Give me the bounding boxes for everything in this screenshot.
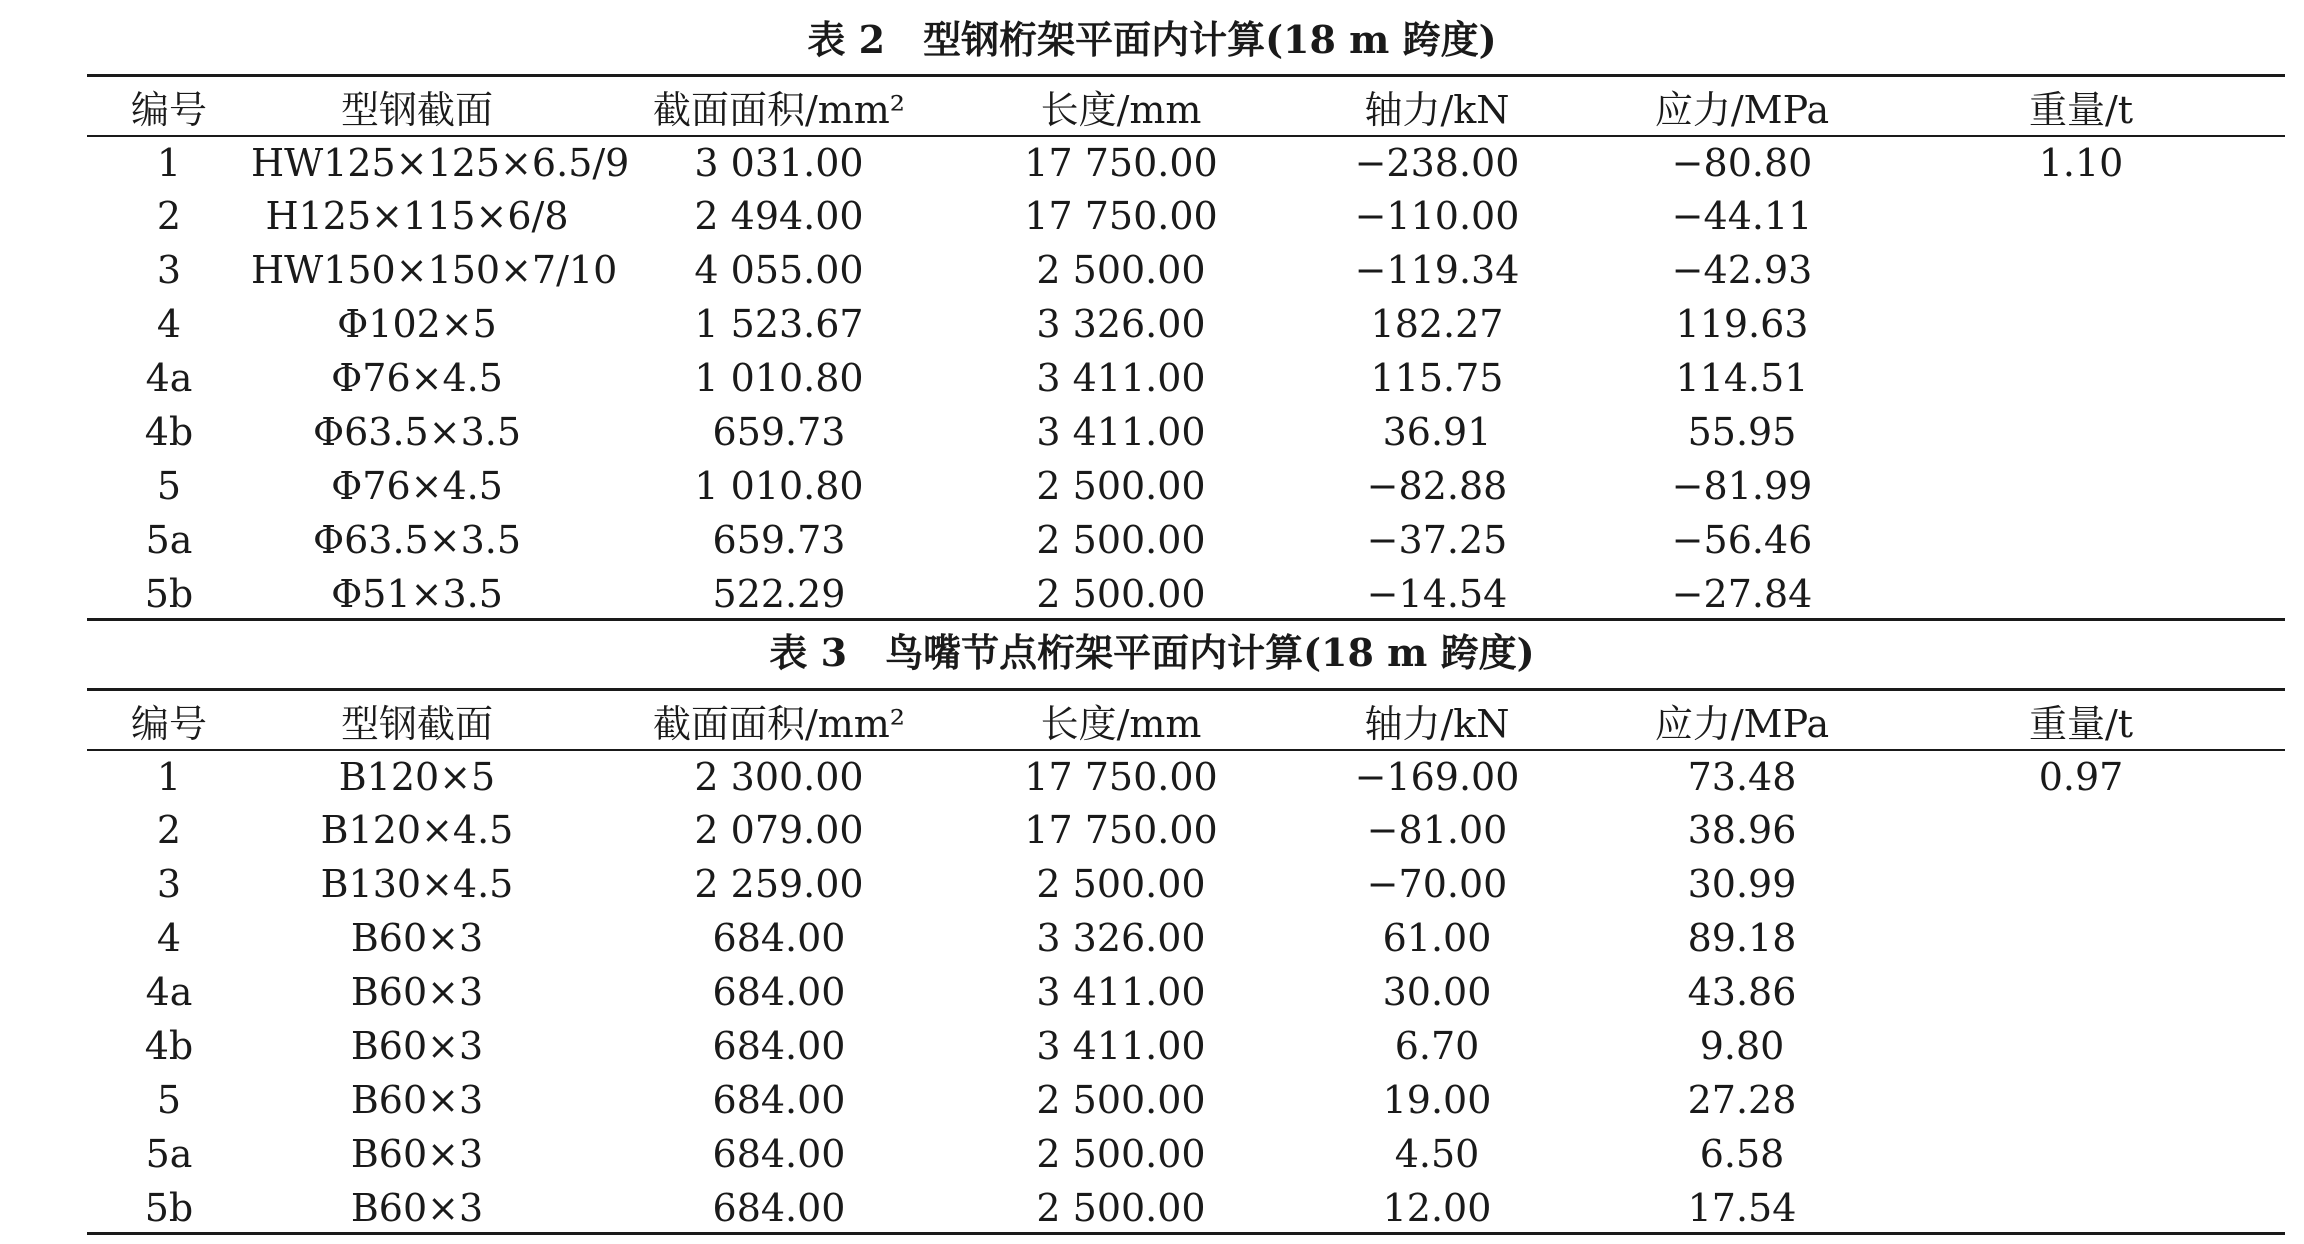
cell-section: Φ76×4.5 bbox=[331, 356, 503, 400]
table-row bbox=[87, 189, 2285, 243]
cell-area: 659.73 bbox=[712, 410, 846, 454]
cell-id: 5b bbox=[144, 572, 194, 616]
cell-axial-force: −238.00 bbox=[1354, 140, 1520, 185]
cell-section: HW125×125×6.5/9 bbox=[251, 140, 630, 185]
cell-axial-force: 4.50 bbox=[1394, 1132, 1480, 1176]
cell-length: 17 750.00 bbox=[1024, 194, 1218, 238]
cell-length: 17 750.00 bbox=[1024, 140, 1218, 185]
cell-id: 5b bbox=[144, 1186, 194, 1230]
cell-length: 3 411.00 bbox=[1036, 1024, 1206, 1068]
cell-weight bbox=[1877, 351, 2285, 405]
cell-section: B120×4.5 bbox=[320, 808, 514, 852]
cell-weight bbox=[1877, 1127, 2285, 1181]
cell-length: 3 411.00 bbox=[1036, 410, 1206, 454]
cell-axial-force: 182.27 bbox=[1370, 302, 1504, 346]
table-row bbox=[87, 1181, 2285, 1235]
column-header-section: 型钢截面 bbox=[340, 88, 493, 132]
table-row bbox=[87, 1127, 2285, 1181]
cell-stress: 119.63 bbox=[1675, 302, 1809, 346]
column-header-weight: 重量/t bbox=[2028, 88, 2134, 132]
cell-section: HW150×150×7/10 bbox=[251, 248, 618, 292]
cell-area: 1 010.80 bbox=[694, 356, 864, 400]
cell-stress: 9.80 bbox=[1699, 1024, 1785, 1068]
cell-id: 1 bbox=[156, 754, 182, 799]
table-row bbox=[87, 459, 2285, 513]
column-header-axial-force: 轴力/kN bbox=[1364, 702, 1510, 746]
column-header-stress: 应力/MPa bbox=[1654, 702, 1830, 746]
cell-section: B60×3 bbox=[350, 916, 484, 960]
column-header-stress: 应力/MPa bbox=[1654, 88, 1830, 132]
cell-section: B60×3 bbox=[350, 1132, 484, 1176]
cell-stress: −27.84 bbox=[1671, 572, 1813, 616]
cell-stress: −42.93 bbox=[1671, 248, 1813, 292]
cell-axial-force: 61.00 bbox=[1382, 916, 1492, 960]
cell-id: 5a bbox=[145, 518, 193, 562]
table-3-body bbox=[87, 750, 2285, 1235]
cell-area: 684.00 bbox=[712, 970, 846, 1014]
cell-axial-force: −119.34 bbox=[1354, 248, 1520, 292]
cell-id: 5 bbox=[156, 1078, 182, 1122]
cell-section: B120×5 bbox=[338, 754, 496, 799]
cell-section: B60×3 bbox=[350, 1078, 484, 1122]
cell-axial-force: 36.91 bbox=[1382, 410, 1492, 454]
table-row bbox=[87, 750, 2285, 803]
cell-section: B130×4.5 bbox=[320, 862, 514, 906]
column-header-weight: 重量/t bbox=[2028, 702, 2134, 746]
cell-axial-force: −82.88 bbox=[1366, 464, 1508, 508]
table-2-bottom-rule bbox=[87, 618, 2285, 621]
table-row bbox=[87, 857, 2285, 911]
cell-id: 4a bbox=[145, 356, 193, 400]
cell-area: 684.00 bbox=[712, 1024, 846, 1068]
cell-weight: 1.10 bbox=[2038, 140, 2124, 185]
cell-axial-force: 19.00 bbox=[1382, 1078, 1492, 1122]
table-2 bbox=[87, 77, 2285, 621]
cell-area: 2 079.00 bbox=[694, 808, 864, 852]
cell-id: 3 bbox=[156, 862, 182, 906]
cell-id: 4 bbox=[156, 302, 182, 346]
cell-length: 2 500.00 bbox=[1036, 1186, 1206, 1230]
cell-length: 2 500.00 bbox=[1036, 862, 1206, 906]
cell-section: Φ63.5×3.5 bbox=[312, 518, 522, 562]
cell-length: 2 500.00 bbox=[1036, 248, 1206, 292]
table-row bbox=[87, 243, 2285, 297]
cell-axial-force: 6.70 bbox=[1394, 1024, 1480, 1068]
table-row bbox=[87, 965, 2285, 1019]
cell-area: 684.00 bbox=[712, 1186, 846, 1230]
cell-stress: 114.51 bbox=[1675, 356, 1809, 400]
cell-area: 659.73 bbox=[712, 518, 846, 562]
table-row bbox=[87, 297, 2285, 351]
cell-axial-force: −110.00 bbox=[1354, 194, 1520, 238]
cell-id: 4 bbox=[156, 916, 182, 960]
cell-section: Φ51×3.5 bbox=[331, 572, 503, 616]
cell-area: 2 494.00 bbox=[694, 194, 864, 238]
cell-length: 17 750.00 bbox=[1024, 754, 1218, 799]
cell-stress: 89.18 bbox=[1687, 916, 1797, 960]
table-3-header bbox=[87, 691, 2285, 750]
cell-id: 4b bbox=[144, 410, 194, 454]
cell-stress: 43.86 bbox=[1687, 970, 1797, 1014]
column-header-section: 型钢截面 bbox=[340, 702, 493, 746]
cell-id: 4a bbox=[145, 970, 193, 1014]
cell-id: 1 bbox=[156, 140, 182, 185]
cell-id: 5a bbox=[145, 1132, 193, 1176]
cell-stress: 6.58 bbox=[1699, 1132, 1785, 1176]
cell-weight bbox=[1877, 803, 2285, 857]
cell-axial-force: 30.00 bbox=[1382, 970, 1492, 1014]
cell-weight bbox=[1877, 189, 2285, 243]
cell-stress: −81.99 bbox=[1671, 464, 1813, 508]
cell-length: 2 500.00 bbox=[1036, 518, 1206, 562]
table-3-bottom-rule bbox=[87, 1232, 2285, 1235]
cell-weight: 0.97 bbox=[2038, 754, 2124, 799]
cell-weight bbox=[1877, 1073, 2285, 1127]
table-row bbox=[87, 803, 2285, 857]
cell-area: 2 300.00 bbox=[694, 754, 864, 799]
cell-length: 2 500.00 bbox=[1036, 572, 1206, 616]
cell-weight bbox=[1877, 405, 2285, 459]
column-header-id: 编号 bbox=[130, 88, 207, 132]
cell-stress: 30.99 bbox=[1687, 862, 1797, 906]
cell-weight bbox=[1877, 1019, 2285, 1073]
cell-area: 684.00 bbox=[712, 1132, 846, 1176]
table-row bbox=[87, 567, 2285, 621]
cell-weight bbox=[1877, 297, 2285, 351]
cell-weight bbox=[1877, 243, 2285, 297]
cell-area: 3 031.00 bbox=[694, 140, 864, 185]
cell-axial-force: −70.00 bbox=[1366, 862, 1508, 906]
cell-stress: 17.54 bbox=[1687, 1186, 1797, 1230]
cell-length: 2 500.00 bbox=[1036, 1078, 1206, 1122]
cell-length: 2 500.00 bbox=[1036, 1132, 1206, 1176]
cell-section: B60×3 bbox=[350, 1024, 484, 1068]
table-2-header bbox=[87, 77, 2285, 136]
column-header-length: 长度/mm bbox=[1040, 88, 1202, 132]
cell-length: 3 326.00 bbox=[1036, 916, 1206, 960]
table-row bbox=[87, 351, 2285, 405]
column-header-area: 截面面积/mm² bbox=[652, 702, 906, 746]
cell-section: Φ102×5 bbox=[337, 302, 497, 346]
cell-length: 17 750.00 bbox=[1024, 808, 1218, 852]
cell-axial-force: −37.25 bbox=[1366, 518, 1508, 562]
table-row bbox=[87, 513, 2285, 567]
cell-area: 684.00 bbox=[712, 916, 846, 960]
cell-weight bbox=[1877, 965, 2285, 1019]
table-3-header-row bbox=[87, 691, 2285, 750]
cell-stress: 38.96 bbox=[1687, 808, 1797, 852]
cell-section: B60×3 bbox=[350, 970, 484, 1014]
cell-section: Φ63.5×3.5 bbox=[312, 410, 522, 454]
table-row bbox=[87, 136, 2285, 189]
table-2-caption: 表 2 型钢桁架平面内计算(18 m 跨度) bbox=[807, 17, 1497, 62]
table-2-header-row bbox=[87, 77, 2285, 136]
cell-length: 2 500.00 bbox=[1036, 464, 1206, 508]
cell-stress: 55.95 bbox=[1687, 410, 1797, 454]
cell-weight bbox=[1877, 857, 2285, 911]
cell-length: 3 411.00 bbox=[1036, 970, 1206, 1014]
table-row bbox=[87, 405, 2285, 459]
cell-weight bbox=[1877, 567, 2285, 621]
cell-area: 684.00 bbox=[712, 1078, 846, 1122]
cell-area: 522.29 bbox=[712, 572, 846, 616]
cell-axial-force: −169.00 bbox=[1354, 754, 1520, 799]
cell-length: 3 326.00 bbox=[1036, 302, 1206, 346]
cell-axial-force: 12.00 bbox=[1382, 1186, 1492, 1230]
cell-axial-force: −81.00 bbox=[1366, 808, 1508, 852]
cell-stress: −44.11 bbox=[1671, 194, 1813, 238]
cell-section: H125×115×6/8 bbox=[265, 194, 569, 238]
cell-axial-force: 115.75 bbox=[1370, 356, 1504, 400]
cell-section: B60×3 bbox=[350, 1186, 484, 1230]
cell-id: 2 bbox=[156, 194, 182, 238]
cell-area: 4 055.00 bbox=[694, 248, 864, 292]
cell-id: 3 bbox=[156, 248, 182, 292]
table-3-header-rule bbox=[87, 749, 2285, 751]
cell-weight bbox=[1877, 459, 2285, 513]
column-header-axial-force: 轴力/kN bbox=[1364, 88, 1510, 132]
cell-stress: −56.46 bbox=[1671, 518, 1813, 562]
table-3 bbox=[87, 691, 2285, 1235]
table-2-header-rule bbox=[87, 135, 2285, 137]
table-row bbox=[87, 1073, 2285, 1127]
cell-stress: −80.80 bbox=[1671, 140, 1813, 185]
cell-axial-force: −14.54 bbox=[1366, 572, 1508, 616]
table-row bbox=[87, 1019, 2285, 1073]
cell-weight bbox=[1877, 513, 2285, 567]
cell-length: 3 411.00 bbox=[1036, 356, 1206, 400]
cell-id: 5 bbox=[156, 464, 182, 508]
cell-area: 2 259.00 bbox=[694, 862, 864, 906]
cell-stress: 73.48 bbox=[1687, 754, 1797, 799]
table-row bbox=[87, 911, 2285, 965]
column-header-length: 长度/mm bbox=[1040, 702, 1202, 746]
cell-id: 4b bbox=[144, 1024, 194, 1068]
cell-section: Φ76×4.5 bbox=[331, 464, 503, 508]
cell-weight bbox=[1877, 911, 2285, 965]
table-2-body bbox=[87, 136, 2285, 621]
cell-stress: 27.28 bbox=[1687, 1078, 1797, 1122]
cell-id: 2 bbox=[156, 808, 182, 852]
cell-weight bbox=[1877, 1181, 2285, 1235]
column-header-area: 截面面积/mm² bbox=[652, 88, 906, 132]
cell-area: 1 010.80 bbox=[694, 464, 864, 508]
table-3-caption: 表 3 鸟嘴节点桁架平面内计算(18 m 跨度) bbox=[769, 630, 1535, 675]
cell-area: 1 523.67 bbox=[694, 302, 864, 346]
column-header-id: 编号 bbox=[130, 702, 207, 746]
